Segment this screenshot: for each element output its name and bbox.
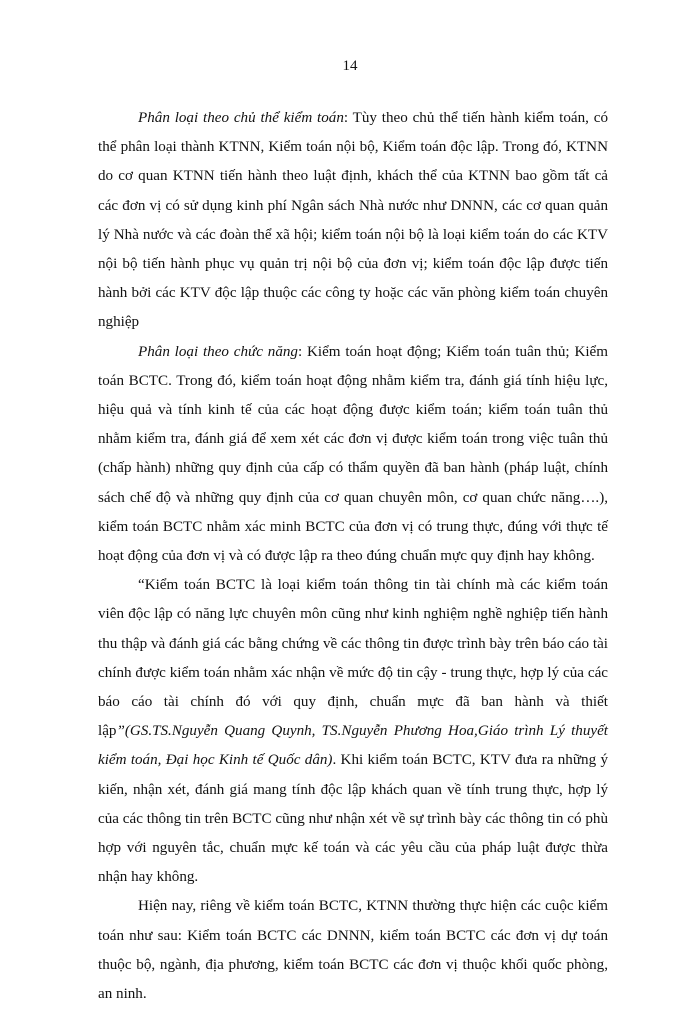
paragraph-audit-function [98, 338, 608, 572]
paragraph-financial-statement-audit [98, 571, 608, 892]
document-body [98, 104, 608, 1009]
paragraph-citation: ”(GS.TS.Nguyễn Quang Quynh, TS.Nguyễn Phương Hoa,Giáo trình Lý thuyết kiểm toán, Đại học Kinh tế Quốc dân) [98, 723, 608, 769]
paragraph-text: Hiện nay, riêng về kiểm toán BCTC, KTNN thường thực hiện các cuộc kiểm toán như sau: Kiểm toán BCTC các DNNN, kiểm toán BCTC các đơn vị dự toán thuộc bộ, ngành, địa phương, kiểm toán BCTC các đơn vị thuộc khối quốc phòng, an ninh. [98, 898, 608, 1003]
paragraph-lead: Phân loại theo chức năng [138, 343, 298, 360]
paragraph-text: . Khi kiểm toán BCTC, KTV đưa ra những ý kiến, nhận xét, đánh giá mang tính độc lập khách quan về tính trung thực, hợp lý của các thông tin trên BCTC cũng như nhận xét về sự trình bày các thông tin có phù hợp với nguyên tắc, chuẩn mực kế toán và các yêu cầu của pháp luật được thừa nhận hay không. [98, 752, 608, 886]
page-number: 14 [342, 58, 358, 74]
paragraph-text: : Tùy theo chủ thể tiến hành kiểm toán, có thể phân loại thành KTNN, Kiểm toán nội bộ, Kiểm toán độc lập. Trong đó, KTNN do cơ quan KTNN tiến hành theo luật định, khách thể của KTNN bao gồm tất cả các đơn vị có sử dụng kinh phí Ngân sách Nhà nước như DNNN, các cơ quan quản lý Nhà nước và các đoàn thể xã hội; kiểm toán nội bộ là loại kiểm toán do các KTV nội bộ tiến hành phục vụ quản trị nội bộ của đơn vị; kiểm toán độc lập được tiến hành bởi các KTV độc lập thuộc các công ty hoặc các văn phòng kiểm toán chuyên nghiệp [98, 110, 608, 331]
paragraph-text: : Kiểm toán hoạt động; Kiểm toán tuân thủ; Kiểm toán BCTC. Trong đó, kiểm toán hoạt động nhằm kiểm tra, đánh giá tính hiệu lực, hiệu quả và tính kinh tế của các hoạt động được kiểm toán; kiểm toán tuân thủ nhằm kiểm tra, đánh giá để xem xét các đơn vị được kiểm toán trong việc tuân thủ (chấp hành) những quy định của cấp có thẩm quyền đã ban hành (pháp luật, chính sách chế độ và những quy định của cơ quan chuyên môn, cơ quan chức năng….), kiểm toán BCTC nhằm xác minh BCTC của đơn vị có trung thực, đúng với thực tế hoạt động của đơn vị và có được lập ra theo đúng chuẩn mực quy định hay không. [98, 343, 608, 565]
paragraph-audit-subject [98, 104, 608, 338]
paragraph-current-practice [98, 892, 608, 1009]
paragraph-quote: “Kiểm toán BCTC là loại kiểm toán thông tin tài chính mà các kiểm toán viên độc lập có năng lực chuyên môn cũng như kinh nghiệm nghề nghiệp tiến hành thu thập và đánh giá các bằng chứng về các thông tin được trình bày trên báo cáo tài chính được kiểm toán nhằm xác nhận về mức độ tin cậy - trung thực, hợp lý của các báo cáo tài chính đó với quy định, chuẩn mực đã ban hành và thiết lập [98, 577, 608, 740]
paragraph-lead: Phân loại theo chủ thể kiểm toán [138, 110, 344, 126]
